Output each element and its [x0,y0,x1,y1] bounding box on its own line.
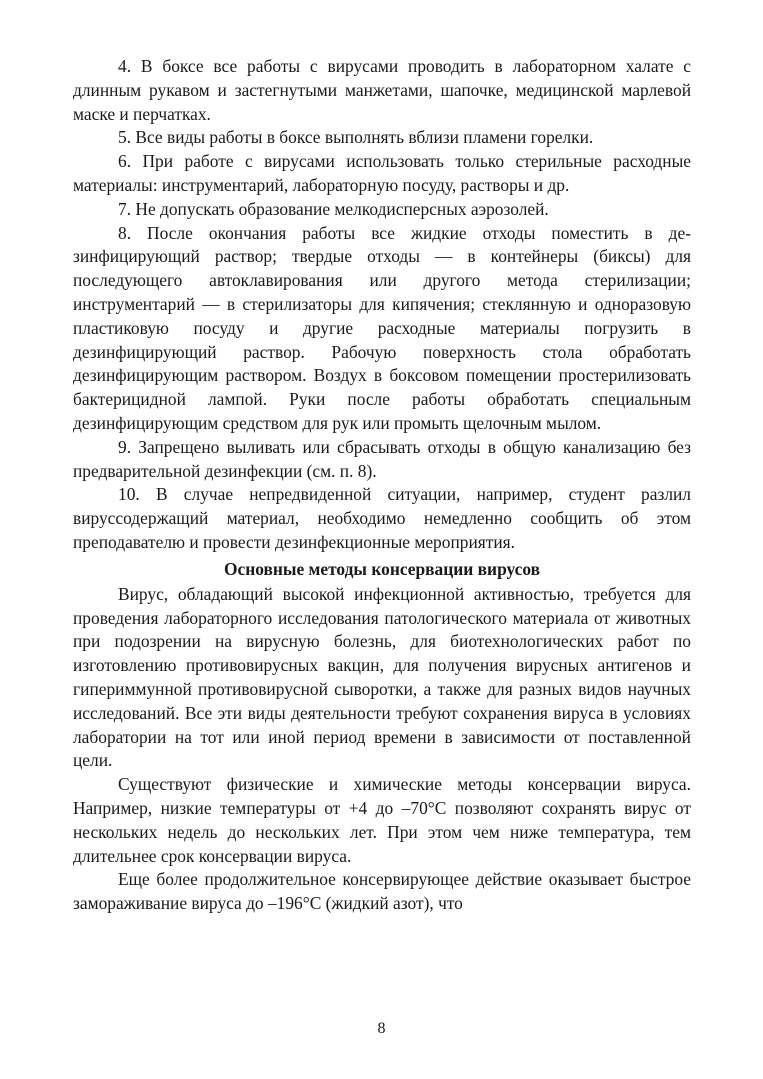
rule-item-8: 8. После окончания работы все жидкие отходы поместить в дезинфицирующий раствор; твердые отходы — в контейнеры (биксы) для последующего автоклавирования или другого метода стерилизации; инструментарий — в стерилизаторы для кипячения; стеклянную и одноразовую пластиковую посуду и другие расходные материалы погрузить в дезинфицирующий раствор. Рабочую поверхность стола обработать дезинфицирующим раствором. Воздух в боксовом помещении простерилизовать бактерицидной лампой. Руки после работы обработать специальным дезинфицирующим средством для рук или промыть щелочным мылом. [73,222,691,433]
rule-item-7: 7. Не допускать образование мелкодисперсных аэрозолей. [118,198,549,219]
rule-item-5: 5. Все виды работы в боксе выполнять вблизи пламени горелки. [118,127,594,148]
rule-item-4: 4. В боксе все работы с вирусами проводить в лабораторном халате с длинным рукавом и застегнутыми манжетами, шапочке, медицинской марлевой маске и перчатках. [73,56,691,124]
rule-item-6: 6. При работе с вирусами использовать только стерильные расходные материалы: инструментарий, лабораторную посуду, растворы и др. [73,151,691,195]
page-number: 8 [377,1020,386,1037]
rule-item-10: 10. В случае непредвиденной ситуации, например, студент разлил вируссодержащий материал, необходимо немедленно сообщить об этом преподавателю и провести дезинфекционные мероприятия. [73,484,691,552]
page-body [73,55,691,916]
section-paragraph-2: Существуют физические и химические методы консервации вируса. Например, низкие температуры от +4 до –70°С позволяют сохранять вирус от нескольких недель до нескольких лет. При этом чем ниже температура, тем длительнее срок консервации вируса. [73,774,691,866]
section-heading: Основные методы консервации вирусов [223,558,541,579]
rule-item-9: 9. Запрещено выливать или сбрасывать отходы в общую канализацию без предварительной дезинфекции (см. п. 8). [73,436,691,481]
section-paragraph-1: Вирус, обладающий высокой инфекционной активностью, требуется для проведения лабораторного исследования патологического материала от животных при подозрении на вирусную болезнь, для биотехнологических работ по изготовлению противовирусных вакцин, для получения вирусных антигенов и гипериммунной противовирусной сыворотки, а также для разных видов научных исследований. Все эти виды деятельности требуют сохранения вируса в условиях лаборатории на тот или иной период времени в зависимости от поставленной цели. [73,583,691,771]
section-paragraph-3: Еще более продолжительное консервирующее действие оказывает быстрое замораживание вируса до –196°С (жидкий азот), что [73,869,691,914]
